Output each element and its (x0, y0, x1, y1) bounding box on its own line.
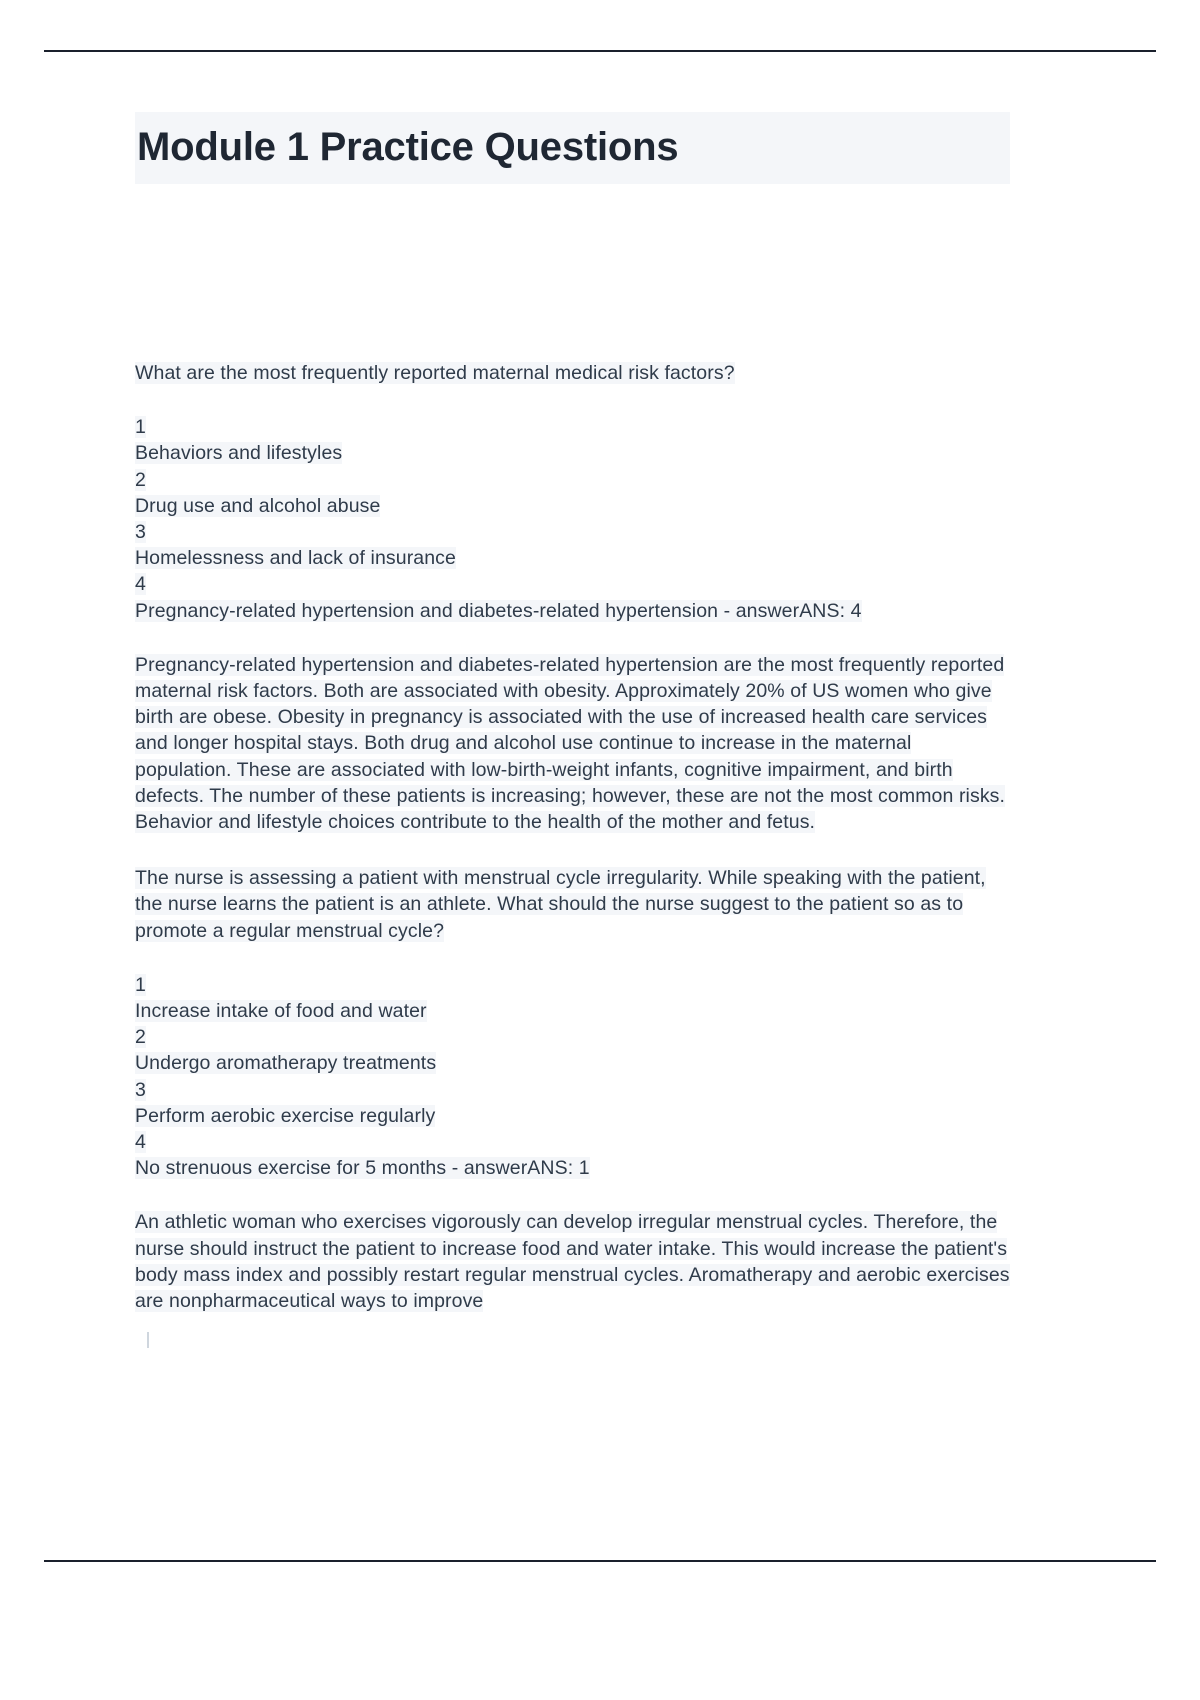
page-title: Module 1 Practice Questions (137, 125, 679, 169)
footer-divider (44, 1560, 1156, 1562)
question-2-explanation (135, 1209, 1010, 1314)
header-divider (44, 50, 1156, 52)
spacer (135, 944, 1010, 972)
question-block-1 (135, 360, 1010, 835)
question-1-option-1-number (135, 414, 1010, 440)
text-cutoff-marker (147, 1332, 149, 1348)
question-1-option-3-text (135, 545, 1010, 571)
spacer (135, 835, 1010, 865)
question-2-option-4-number (135, 1129, 1010, 1155)
option-number: 3 (135, 1078, 146, 1101)
option-text: Homelessness and lack of insurance (135, 547, 456, 570)
spacer (135, 624, 1010, 652)
question-1-option-4-number (135, 571, 1010, 597)
question-1-option-2-number (135, 467, 1010, 493)
spacer (135, 386, 1010, 414)
option-number: 4 (135, 1131, 146, 1154)
question-1-prompt (135, 360, 1010, 386)
option-text-with-answer: Pregnancy-related hypertension and diabetes-related hypertension - answerANS: 4 (135, 599, 862, 622)
spacer (135, 1181, 1010, 1209)
option-number: 2 (135, 468, 146, 491)
question-2-prompt-text: The nurse is assessing a patient with menstrual cycle irregularity. While speaking with the patient, the nurse learns the patient is an athlete. What should the nurse suggest to the patient so as to promote a regular menstrual cycle? (135, 867, 986, 942)
question-2-option-3-number (135, 1077, 1010, 1103)
option-text: Undergo aromatherapy treatments (135, 1052, 437, 1075)
question-2-option-1-text (135, 998, 1010, 1024)
option-text: Drug use and alcohol abuse (135, 494, 381, 517)
question-1-option-4-text (135, 598, 1010, 624)
question-2-option-2-text (135, 1050, 1010, 1076)
title-band (135, 112, 1010, 184)
explanation-text: An athletic woman who exercises vigorously can develop irregular menstrual cycles. Therefore, the nurse should instruct the patient to increase food and water intake. This would increase the patient's body mass index and possibly restart regular menstrual cycles. Aromatherapy and aerobic exercises are nonpharmaceutical ways to improve (135, 1211, 1010, 1313)
question-2-option-4-text (135, 1155, 1010, 1181)
option-text: Behaviors and lifestyles (135, 442, 343, 465)
question-1-option-1-text (135, 440, 1010, 466)
option-text: Increase intake of food and water (135, 1000, 427, 1023)
question-1-option-2-text (135, 493, 1010, 519)
question-2-prompt (135, 865, 1010, 944)
option-number: 1 (135, 973, 146, 996)
question-2-option-1-number (135, 972, 1010, 998)
option-number: 2 (135, 1026, 146, 1049)
option-text-with-answer: No strenuous exercise for 5 months - answerANS: 1 (135, 1157, 590, 1180)
option-number: 1 (135, 416, 146, 439)
question-2-option-2-number (135, 1024, 1010, 1050)
question-block-2 (135, 865, 1010, 1314)
title-spacer (135, 184, 1010, 360)
question-1-prompt-text: What are the most frequently reported maternal medical risk factors? (135, 362, 735, 384)
explanation-text: Pregnancy-related hypertension and diabetes-related hypertension are the most frequently reported maternal risk factors. Both are associated with obesity. Approximately 20% of US women who give birth are obese. Obesity in pregnancy is associated with the use of increased health care services and longer hospital stays. Both drug and alcohol use continue to increase in the maternal population. These are associated with low-birth-weight infants, cognitive impairment, and birth defects. The number of these patients is increasing; however, these are not the most common risks. Behavior and lifestyle choices contribute to the health of the mother and fetus. (135, 653, 1006, 834)
question-1-option-3-number (135, 519, 1010, 545)
question-1-explanation (135, 652, 1010, 835)
option-number: 3 (135, 521, 146, 544)
option-text: Perform aerobic exercise regularly (135, 1104, 436, 1127)
option-number: 4 (135, 573, 146, 596)
document-content (135, 112, 1010, 1314)
question-2-option-3-text (135, 1103, 1010, 1129)
